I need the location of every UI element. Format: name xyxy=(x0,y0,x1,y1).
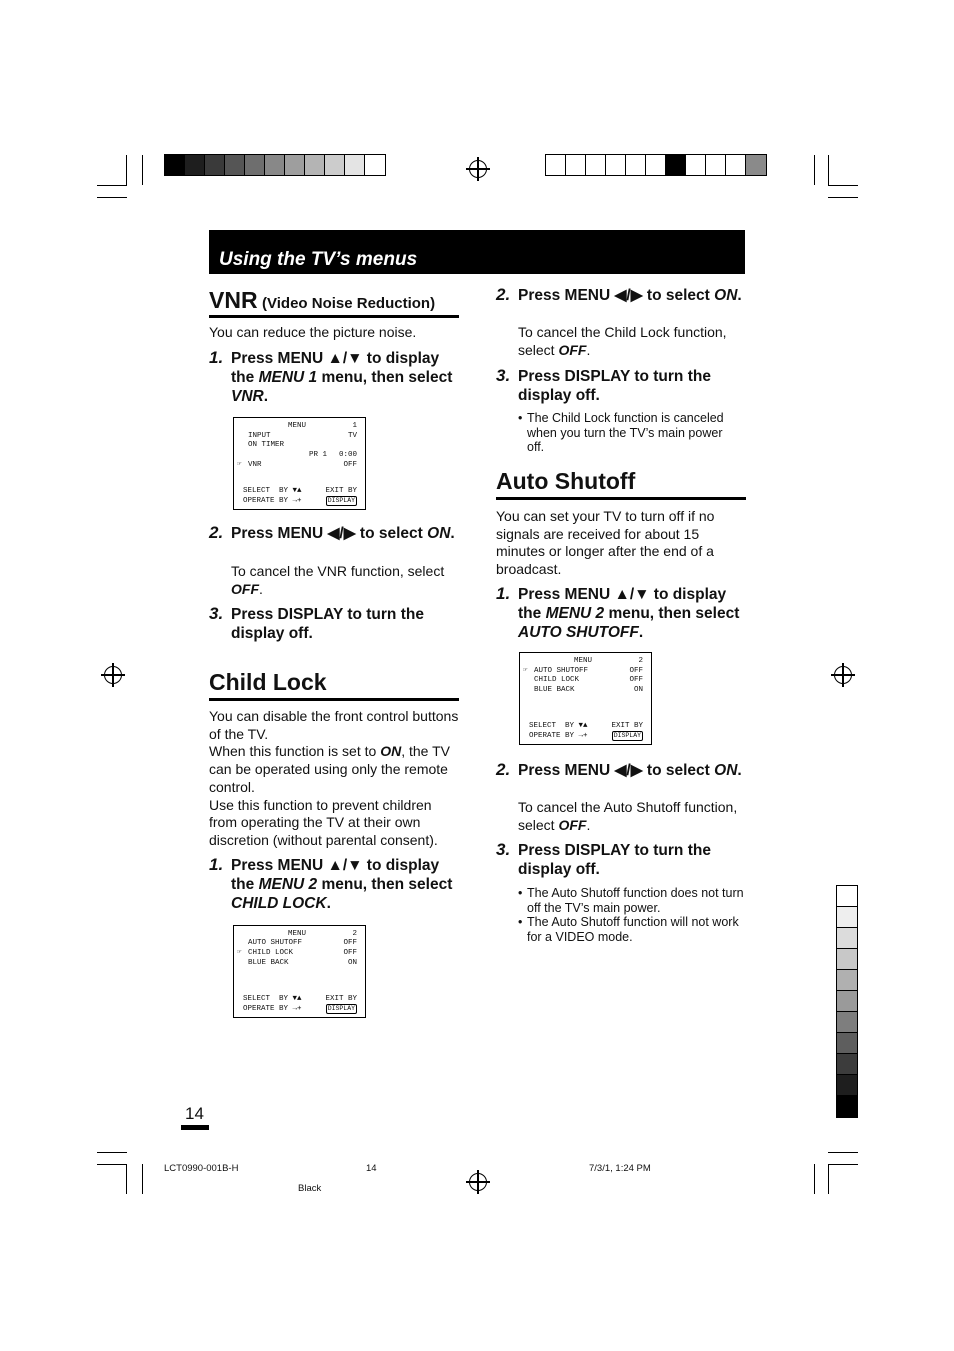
color-swatch xyxy=(837,1054,857,1075)
child-lock-bullet: • The Child Lock function is canceled when you turn the TV’s main power off. xyxy=(518,411,724,454)
color-swatch xyxy=(305,155,325,175)
auto-shutoff-bullet: • The Auto Shutoff function will not work for a VIDEO mode. xyxy=(518,915,739,944)
registration-mark-icon xyxy=(834,666,852,684)
color-swatch xyxy=(185,155,205,175)
color-swatch xyxy=(837,928,857,949)
auto-shutoff-step3: Press DISPLAY to turn the display off. xyxy=(518,842,711,878)
color-bar-side xyxy=(836,885,858,1118)
auto-shutoff-bullet: • The Auto Shutoff function does not turn off the TV’s main power. xyxy=(518,886,744,915)
crop-mark xyxy=(142,1164,143,1194)
color-swatch xyxy=(345,155,365,175)
pointer-hand-icon: ☞ xyxy=(237,461,242,469)
step-number: 2. xyxy=(496,760,511,779)
color-swatch xyxy=(837,991,857,1012)
color-swatch xyxy=(666,155,686,175)
color-swatch xyxy=(225,155,245,175)
color-swatch xyxy=(646,155,666,175)
pointer-hand-icon: ☞ xyxy=(237,949,242,957)
auto-shutoff-rule xyxy=(496,497,746,500)
step-number: 3. xyxy=(496,840,511,859)
ink-color-label: Black xyxy=(298,1183,322,1194)
crop-mark xyxy=(142,155,143,185)
color-swatch xyxy=(837,970,857,991)
color-swatch xyxy=(205,155,225,175)
crop-mark xyxy=(828,1164,858,1165)
registration-mark-icon xyxy=(104,666,122,684)
vnr-heading xyxy=(209,287,435,314)
child-lock-menu-screen: MENU 2 AUTO SHUTOFF OFF ☞ CHILD LOCK OFF BLUE BACK ON SELECT BY ▼▲ EXIT BY OPERATE BY →+ DISPLAY xyxy=(233,925,366,1018)
step-number: 1. xyxy=(209,348,224,367)
display-key-icon: DISPLAY xyxy=(327,1005,355,1012)
vnr-step3: Press DISPLAY to turn the display off. xyxy=(231,606,424,642)
crop-mark xyxy=(97,1164,127,1165)
child-lock-intro: You can disable the front control buttons of the TV. When this function is set to ON, the TV can be operated using only the remote control. Use this function to prevent children from operating the TV at their own discretion (without parental consent). xyxy=(209,708,459,848)
vnr-intro: You can reduce the picture noise. xyxy=(209,324,417,340)
auto-shutoff-step2-note: To cancel the Auto Shutoff function, select OFF. xyxy=(518,799,738,833)
crop-mark xyxy=(828,155,829,185)
crop-mark xyxy=(126,155,127,185)
display-key-icon: DISPLAY xyxy=(327,497,355,504)
pointer-hand-icon: ☞ xyxy=(523,667,528,675)
color-swatch xyxy=(837,907,857,928)
color-swatch xyxy=(626,155,646,175)
display-key-icon: DISPLAY xyxy=(613,732,641,739)
auto-shutoff-intro: You can set your TV to turn off if no signals are received for about 15 minutes or longer after the end of a broadcast. xyxy=(496,508,715,578)
crop-mark xyxy=(814,155,815,185)
color-bar-right xyxy=(545,154,767,176)
page-number-underline xyxy=(181,1125,209,1130)
child-lock-rule xyxy=(209,698,459,701)
registration-mark-icon xyxy=(469,160,487,178)
section-header xyxy=(209,230,745,274)
color-swatch xyxy=(726,155,746,175)
print-datetime: 7/3/1, 1:24 PM xyxy=(589,1163,651,1174)
color-swatch xyxy=(686,155,706,175)
crop-mark xyxy=(828,197,858,198)
crop-mark xyxy=(97,197,127,198)
color-swatch xyxy=(285,155,305,175)
color-swatch xyxy=(746,155,766,175)
color-swatch xyxy=(837,1075,857,1096)
page-number: 14 xyxy=(185,1104,204,1123)
crop-mark xyxy=(828,1164,829,1194)
crop-mark xyxy=(828,185,858,186)
color-swatch xyxy=(837,886,857,907)
doc-code: LCT0990-001B-H xyxy=(164,1163,239,1174)
child-lock-title: Child Lock xyxy=(209,669,327,695)
vnr-menu-screen: MENU 1 INPUT TV ON TIMER PR 1 0:00 ☞ VNR OFF SELECT BY ▼▲ EXIT BY OPERATE BY →+ DISPLAY xyxy=(233,417,366,510)
color-swatch xyxy=(546,155,566,175)
registration-mark-icon xyxy=(469,1173,487,1191)
color-swatch xyxy=(325,155,345,175)
vnr-step2-note: To cancel the VNR function, select OFF. xyxy=(231,563,445,597)
color-swatch xyxy=(245,155,265,175)
color-swatch xyxy=(837,949,857,970)
section-title: Using the TV’s menus xyxy=(219,249,418,270)
child-lock-step2-note: To cancel the Child Lock function, select OFF. xyxy=(518,324,727,358)
child-lock-step1: Press MENU ▲/▼ to display the MENU 2 menu, then select CHILD LOCK. xyxy=(231,857,453,912)
crop-mark xyxy=(97,185,127,186)
color-swatch xyxy=(606,155,626,175)
auto-shutoff-step1: Press MENU ▲/▼ to display the MENU 2 menu, then select AUTO SHUTOFF. xyxy=(518,586,740,641)
color-swatch xyxy=(566,155,586,175)
auto-shutoff-step2: Press MENU ◀/▶ to select ON. xyxy=(518,762,742,779)
crop-mark xyxy=(814,1164,815,1194)
color-swatch xyxy=(837,1033,857,1054)
page-ref: 14 xyxy=(366,1163,377,1174)
step-number: 2. xyxy=(496,285,511,304)
vnr-title: VNR xyxy=(209,287,258,313)
color-swatch xyxy=(365,155,385,175)
crop-mark xyxy=(126,1164,127,1194)
color-swatch xyxy=(165,155,185,175)
child-lock-step3: Press DISPLAY to turn the display off. xyxy=(518,368,711,404)
color-swatch xyxy=(586,155,606,175)
vnr-step1: Press MENU ▲/▼ to display the MENU 1 menu, then select VNR. xyxy=(231,350,453,405)
color-bar-left xyxy=(164,154,386,176)
step-number: 3. xyxy=(209,604,224,623)
crop-mark xyxy=(828,1152,858,1153)
vnr-subtitle: (Video Noise Reduction) xyxy=(262,295,436,312)
auto-shutoff-title: Auto Shutoff xyxy=(496,468,636,494)
color-swatch xyxy=(706,155,726,175)
crop-mark xyxy=(97,1152,127,1153)
child-lock-step2: Press MENU ◀/▶ to select ON. xyxy=(518,287,742,304)
step-number: 1. xyxy=(496,584,511,603)
color-swatch xyxy=(265,155,285,175)
step-number: 2. xyxy=(209,523,224,542)
color-swatch xyxy=(837,1012,857,1033)
color-swatch xyxy=(837,1096,857,1117)
vnr-rule xyxy=(209,315,459,318)
step-number: 1. xyxy=(209,855,224,874)
vnr-step2: Press MENU ◀/▶ to select ON. xyxy=(231,525,455,542)
step-number: 3. xyxy=(496,366,511,385)
auto-shutoff-menu-screen: MENU 2 ☞ AUTO SHUTOFF OFF CHILD LOCK OFF BLUE BACK ON SELECT BY ▼▲ EXIT BY OPERATE BY →+ DISPLAY xyxy=(519,652,652,745)
